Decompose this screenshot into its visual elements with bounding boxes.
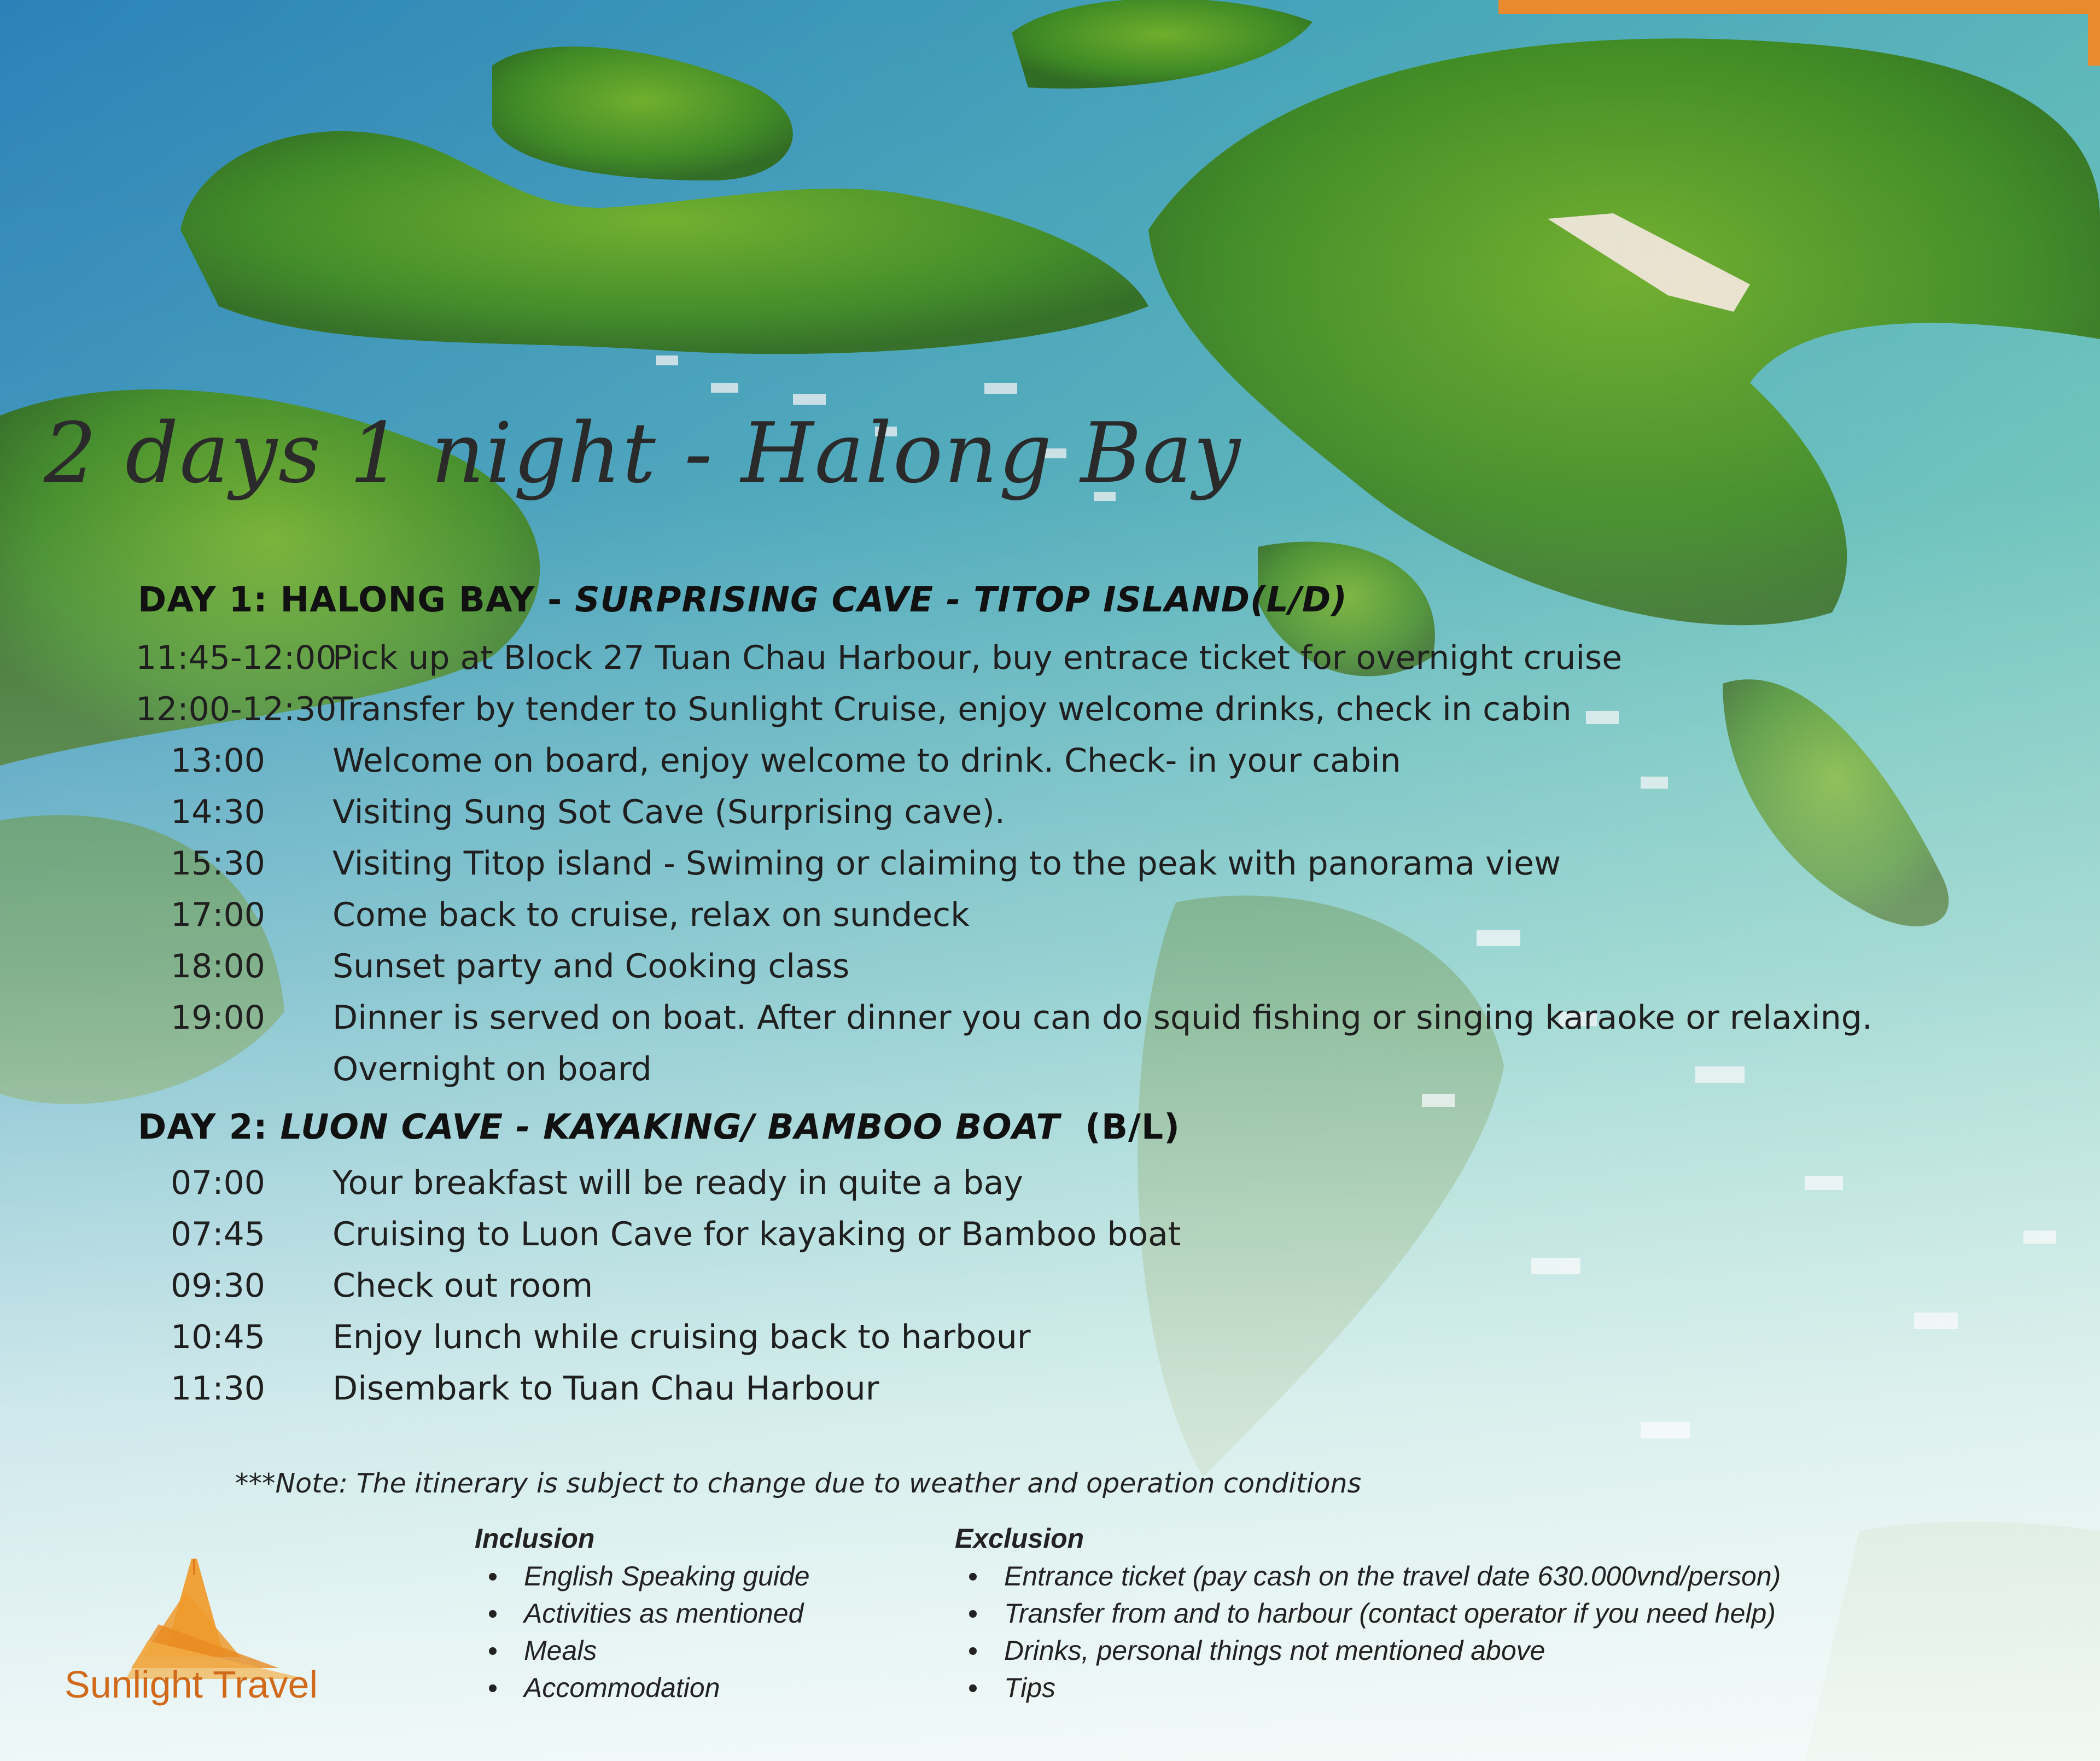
day1-time: 13:00: [171, 742, 265, 780]
day1-desc: Overnight on board: [332, 1050, 652, 1088]
day1-time: 12:00-12:30: [136, 690, 337, 728]
day2-heading-suffix: (B/L): [1060, 1107, 1180, 1147]
exclusion-heading: Exclusion: [955, 1523, 1084, 1554]
day1-desc: Transfer by tender to Sunlight Cruise, enjoy welcome drinks, check in cabin: [332, 690, 1572, 728]
day1-desc: Come back to cruise, relax on sundeck: [332, 896, 970, 934]
day1-time: 17:00: [171, 896, 265, 934]
day2-desc: Cruising to Luon Cave for kayaking or Bamboo boat: [332, 1215, 1181, 1253]
day1-heading: [138, 580, 1348, 620]
day1-time: 18:00: [171, 947, 265, 986]
day2-heading-plain: DAY 2:: [138, 1107, 281, 1147]
inclusion-item: Meals: [475, 1632, 810, 1669]
inclusion-item: Accommodation: [475, 1669, 810, 1706]
inclusion-heading: Inclusion: [475, 1523, 595, 1554]
day1-heading-plain: DAY 1: HALONG BAY -: [138, 580, 575, 620]
day2-time: 07:45: [171, 1215, 265, 1253]
exclusion-item: Transfer from and to harbour (contact operator if you need help): [955, 1595, 1781, 1632]
day1-desc: Dinner is served on boat. After dinner you can do squid fishing or singing karaoke or relaxing.: [332, 999, 1872, 1037]
day1-desc: Sunset party and Cooking class: [332, 947, 850, 986]
day1-time: 19:00: [171, 999, 265, 1037]
exclusion-item: Drinks, personal things not mentioned above: [955, 1632, 1781, 1669]
day2-time: 09:30: [171, 1267, 265, 1305]
day2-heading: [138, 1107, 1180, 1147]
day2-time: 11:30: [171, 1369, 265, 1408]
day1-desc: Visiting Titop island - Swiming or claiming to the peak with panorama view: [332, 844, 1561, 883]
orange-frame-side: [2088, 0, 2100, 66]
day1-time: 11:45-12:00: [136, 639, 337, 677]
day2-desc: Check out room: [332, 1267, 593, 1305]
day2-desc: Disembark to Tuan Chau Harbour: [332, 1369, 879, 1408]
day1-time: 15:30: [171, 844, 265, 883]
inclusion-item: Activities as mentioned: [475, 1595, 810, 1632]
exclusion-item: Tips: [955, 1669, 1781, 1706]
itinerary-note: ***Note: The itinerary is subject to change due to weather and operation conditions: [235, 1468, 1362, 1499]
page-title: 2 days 1 night - Halong Bay: [44, 405, 1241, 502]
day2-time: 10:45: [171, 1318, 265, 1356]
brand-name: Sunlight Travel: [65, 1663, 318, 1706]
day2-time: 07:00: [171, 1164, 265, 1202]
day1-heading-italic: SURPRISING CAVE - TITOP ISLAND(L/D): [575, 580, 1348, 620]
inclusion-item: English Speaking guide: [475, 1558, 810, 1595]
day1-desc: Pick up at Block 27 Tuan Chau Harbour, buy entrace ticket for overnight cruise: [332, 639, 1623, 677]
exclusion-list: [955, 1558, 1781, 1706]
day1-time: 14:30: [171, 793, 265, 831]
day2-desc: Your breakfast will be ready in quite a bay: [332, 1164, 1023, 1202]
orange-frame-top: [1498, 0, 2100, 14]
day1-desc: Welcome on board, enjoy welcome to drink. Check- in your cabin: [332, 742, 1401, 780]
day2-desc: Enjoy lunch while cruising back to harbour: [332, 1318, 1031, 1356]
day1-desc: Visiting Sung Sot Cave (Surprising cave).: [332, 793, 1005, 831]
inclusion-list: [475, 1558, 810, 1706]
exclusion-item: Entrance ticket (pay cash on the travel date 630.000vnd/person): [955, 1558, 1781, 1595]
day2-heading-italic: LUON CAVE - KAYAKING/ BAMBOO BOAT: [280, 1107, 1060, 1147]
